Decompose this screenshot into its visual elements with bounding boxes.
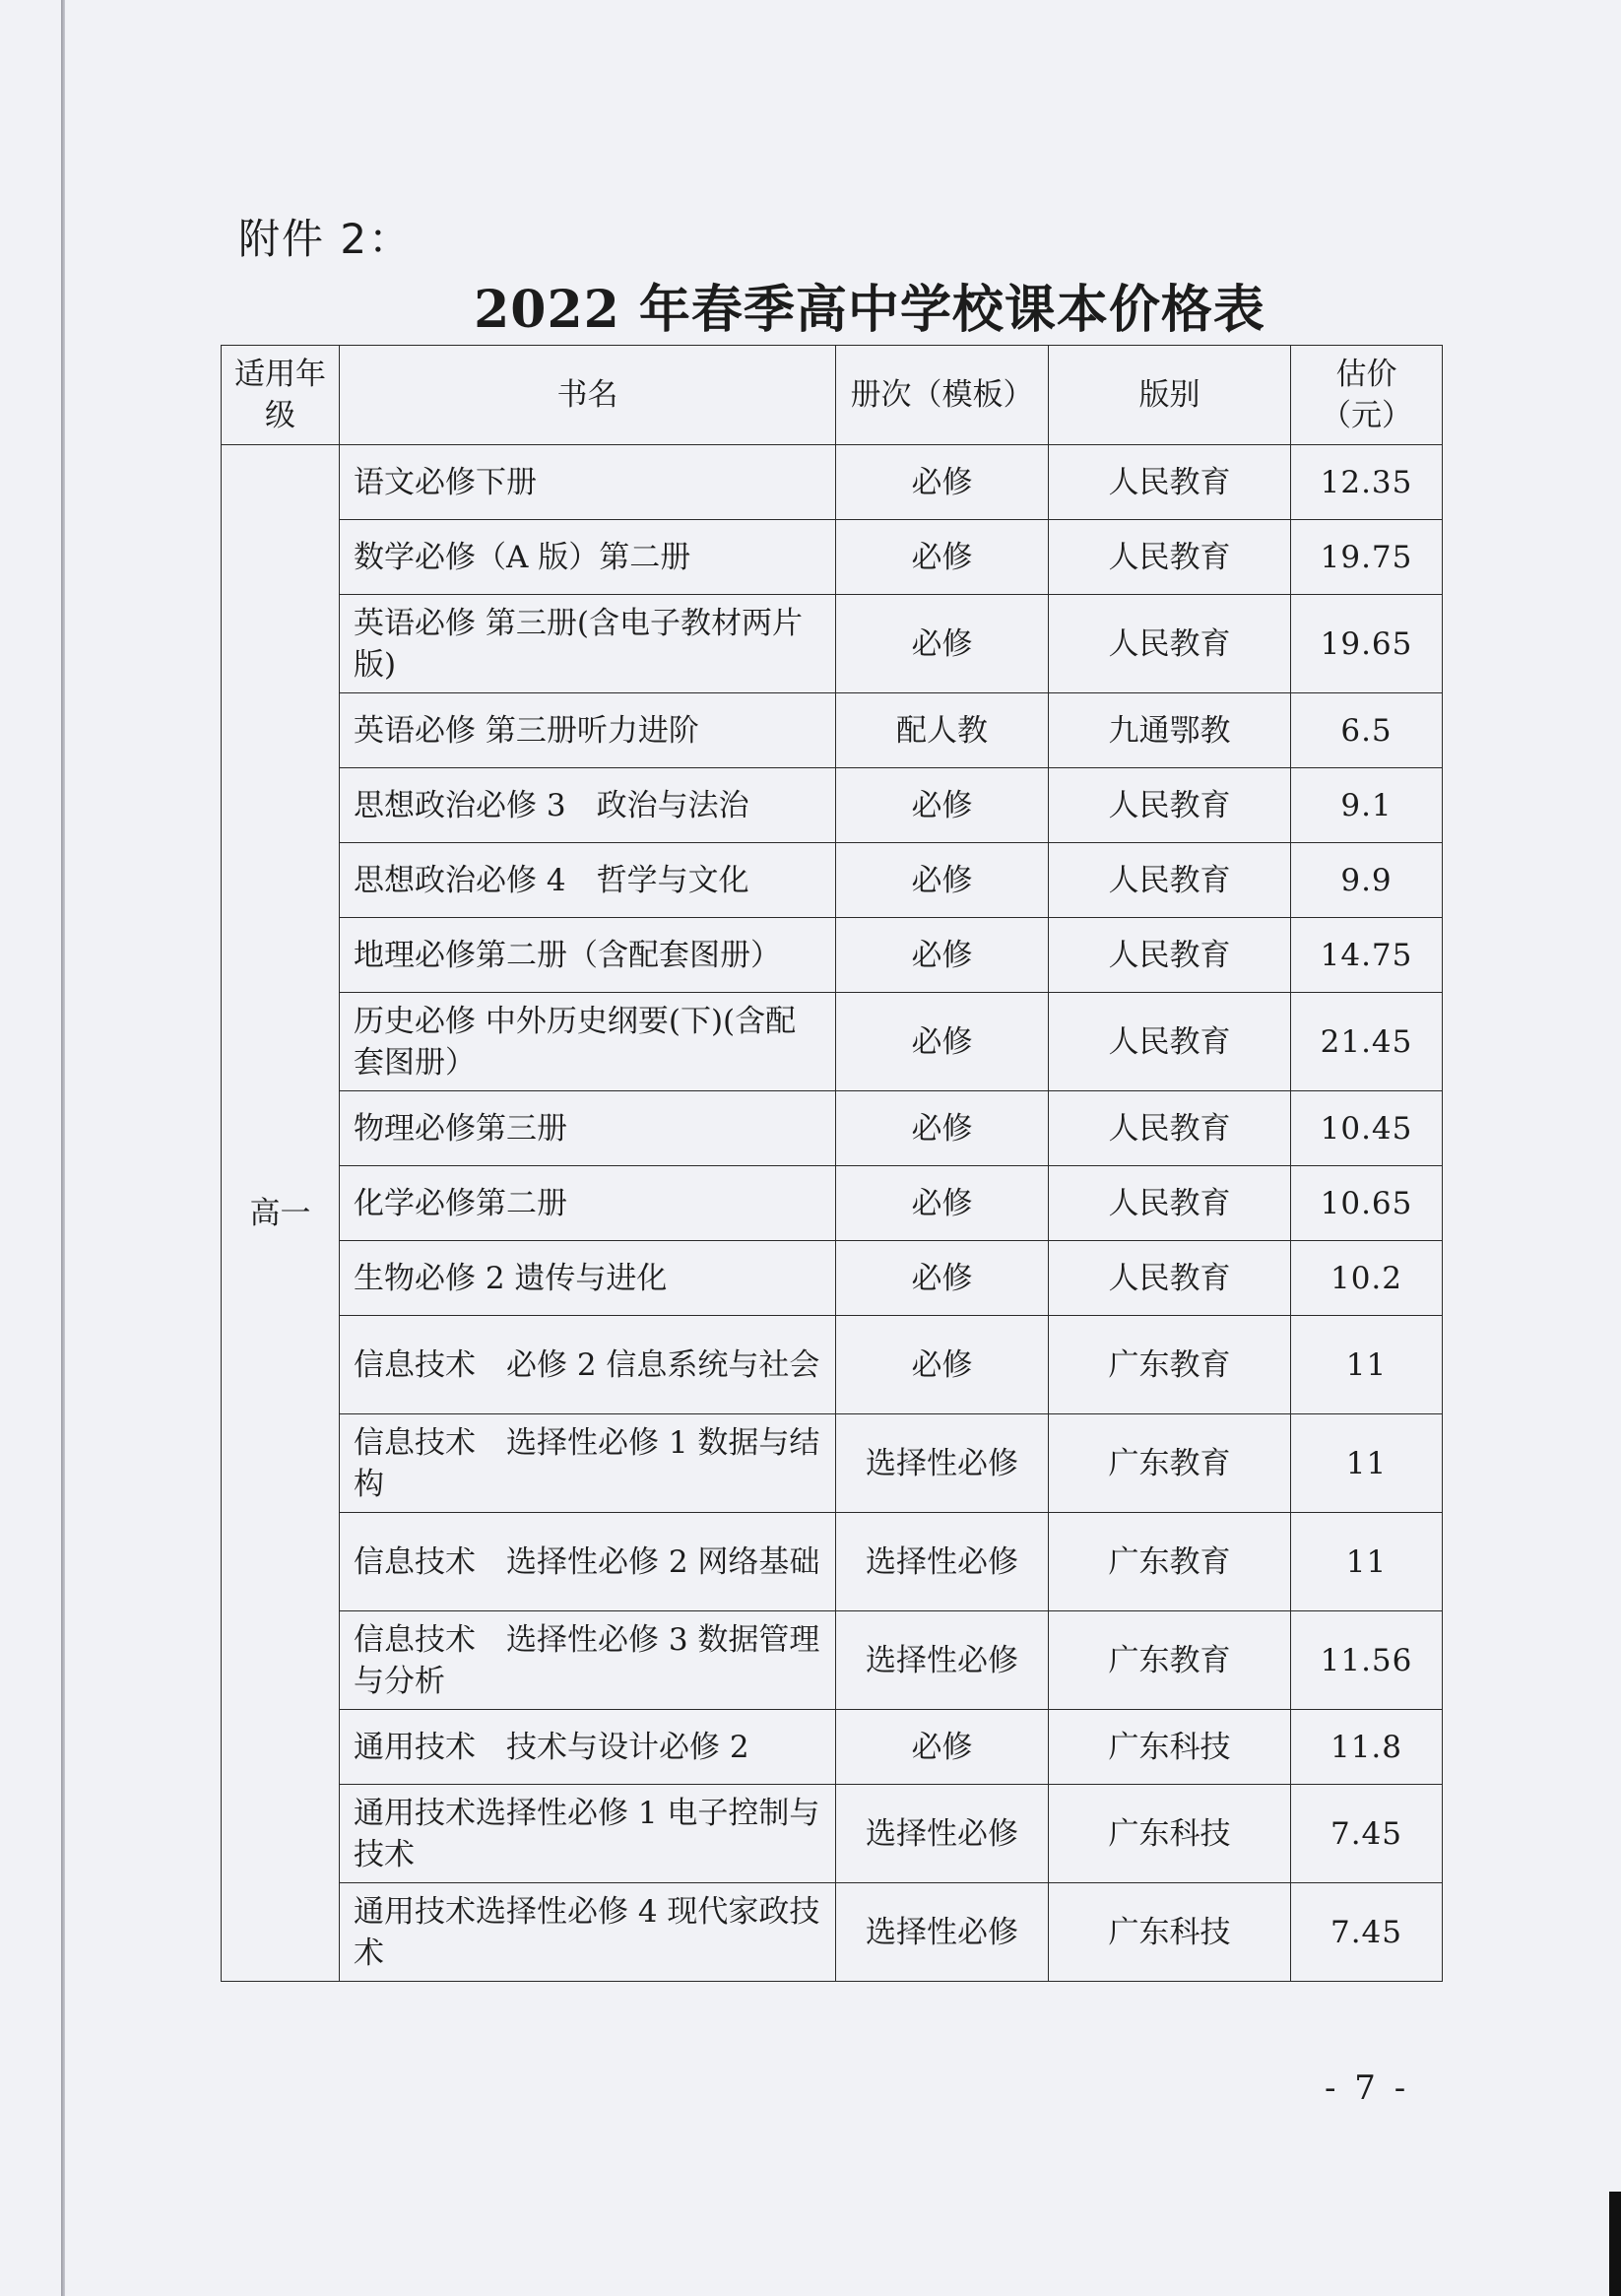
volume-cell: 必修 [836, 993, 1049, 1091]
price-cell: 10.45 [1291, 1091, 1443, 1166]
page-edge-shadow [61, 0, 65, 2296]
book-name-cell: 通用技术选择性必修 1 电子控制与技术 [340, 1785, 836, 1883]
volume-cell: 选择性必修 [836, 1883, 1049, 1982]
book-name-cell: 信息技术 选择性必修 2 网络基础 [340, 1513, 836, 1611]
volume-cell: 必修 [836, 595, 1049, 693]
price-cell: 11 [1291, 1513, 1443, 1611]
volume-cell: 选择性必修 [836, 1513, 1049, 1611]
book-name-cell: 英语必修 第三册(含电子教材两片版) [340, 595, 836, 693]
book-name-cell: 语文必修下册 [340, 445, 836, 520]
book-name-cell: 历史必修 中外历史纲要(下)(含配套图册） [340, 993, 836, 1091]
publisher-cell: 人民教育 [1049, 843, 1291, 918]
header-volume: 册次（模板） [836, 346, 1049, 445]
table-row [222, 1091, 1443, 1166]
table-row [222, 1883, 1443, 1982]
book-name-cell: 信息技术 必修 2 信息系统与社会 [340, 1316, 836, 1414]
book-name-cell: 英语必修 第三册听力进阶 [340, 693, 836, 768]
publisher-cell: 人民教育 [1049, 1166, 1291, 1241]
publisher-cell: 广东教育 [1049, 1414, 1291, 1513]
book-name-cell: 思想政治必修 3 政治与法治 [340, 768, 836, 843]
volume-cell: 选择性必修 [836, 1611, 1049, 1710]
publisher-cell: 广东教育 [1049, 1316, 1291, 1414]
price-cell: 9.1 [1291, 768, 1443, 843]
publisher-cell: 人民教育 [1049, 1091, 1291, 1166]
book-name-cell: 数学必修（A 版）第二册 [340, 520, 836, 595]
table-row [222, 1241, 1443, 1316]
price-cell: 6.5 [1291, 693, 1443, 768]
table-body [222, 445, 1443, 1982]
book-name-cell: 信息技术 选择性必修 1 数据与结构 [340, 1414, 836, 1513]
page-number: - 7 - [1325, 2068, 1410, 2108]
price-cell: 11 [1291, 1414, 1443, 1513]
price-cell: 21.45 [1291, 993, 1443, 1091]
table-row [222, 1785, 1443, 1883]
table-row [222, 918, 1443, 993]
price-cell: 11 [1291, 1316, 1443, 1414]
price-table [221, 345, 1443, 1982]
header-grade: 适用年级 [222, 346, 340, 445]
price-cell: 11.56 [1291, 1611, 1443, 1710]
attachment-label: 附件 2： [238, 215, 413, 263]
table-row [222, 1611, 1443, 1710]
publisher-cell: 广东科技 [1049, 1710, 1291, 1785]
header-name: 书名 [340, 346, 836, 445]
volume-cell: 必修 [836, 768, 1049, 843]
publisher-cell: 人民教育 [1049, 445, 1291, 520]
volume-cell: 必修 [836, 445, 1049, 520]
publisher-cell: 人民教育 [1049, 768, 1291, 843]
table-row [222, 1166, 1443, 1241]
table-row [222, 1513, 1443, 1611]
volume-cell: 必修 [836, 520, 1049, 595]
publisher-cell: 人民教育 [1049, 595, 1291, 693]
book-name-cell: 物理必修第三册 [340, 1091, 836, 1166]
volume-cell: 必修 [836, 1316, 1049, 1414]
price-cell: 7.45 [1291, 1785, 1443, 1883]
volume-cell: 必修 [836, 1710, 1049, 1785]
table-row [222, 595, 1443, 693]
table-row [222, 520, 1443, 595]
table-row [222, 1414, 1443, 1513]
scan-edge-mark [1609, 2192, 1621, 2296]
volume-cell: 必修 [836, 1091, 1049, 1166]
header-publisher: 版别 [1049, 346, 1291, 445]
price-cell: 10.2 [1291, 1241, 1443, 1316]
table-row [222, 1316, 1443, 1414]
book-name-cell: 思想政治必修 4 哲学与文化 [340, 843, 836, 918]
table-row [222, 843, 1443, 918]
table-row [222, 993, 1443, 1091]
price-cell: 19.65 [1291, 595, 1443, 693]
price-cell: 9.9 [1291, 843, 1443, 918]
book-name-cell: 化学必修第二册 [340, 1166, 836, 1241]
volume-cell: 必修 [836, 918, 1049, 993]
volume-cell: 必修 [836, 843, 1049, 918]
price-cell: 12.35 [1291, 445, 1443, 520]
publisher-cell: 广东教育 [1049, 1513, 1291, 1611]
table-header-row [222, 346, 1443, 445]
publisher-cell: 九通鄂教 [1049, 693, 1291, 768]
publisher-cell: 人民教育 [1049, 520, 1291, 595]
table-row [222, 693, 1443, 768]
book-name-cell: 地理必修第二册（含配套图册） [340, 918, 836, 993]
document-title: 2022 年春季高中学校课本价格表 [474, 280, 1265, 340]
volume-cell: 配人教 [836, 693, 1049, 768]
volume-cell: 选择性必修 [836, 1785, 1049, 1883]
book-name-cell: 通用技术 技术与设计必修 2 [340, 1710, 836, 1785]
volume-cell: 必修 [836, 1241, 1049, 1316]
grade-cell: 高一 [222, 445, 340, 1982]
publisher-cell: 人民教育 [1049, 993, 1291, 1091]
price-cell: 11.8 [1291, 1710, 1443, 1785]
book-name-cell: 信息技术 选择性必修 3 数据管理与分析 [340, 1611, 836, 1710]
publisher-cell: 广东教育 [1049, 1611, 1291, 1710]
book-name-cell: 生物必修 2 遗传与进化 [340, 1241, 836, 1316]
book-name-cell: 通用技术选择性必修 4 现代家政技术 [340, 1883, 836, 1982]
volume-cell: 必修 [836, 1166, 1049, 1241]
publisher-cell: 人民教育 [1049, 918, 1291, 993]
publisher-cell: 广东科技 [1049, 1883, 1291, 1982]
publisher-cell: 广东科技 [1049, 1785, 1291, 1883]
volume-cell: 选择性必修 [836, 1414, 1049, 1513]
publisher-cell: 人民教育 [1049, 1241, 1291, 1316]
table-row [222, 445, 1443, 520]
table-row [222, 768, 1443, 843]
header-price: 估价（元） [1291, 346, 1443, 445]
price-cell: 7.45 [1291, 1883, 1443, 1982]
price-cell: 14.75 [1291, 918, 1443, 993]
price-cell: 10.65 [1291, 1166, 1443, 1241]
table-row [222, 1710, 1443, 1785]
price-cell: 19.75 [1291, 520, 1443, 595]
